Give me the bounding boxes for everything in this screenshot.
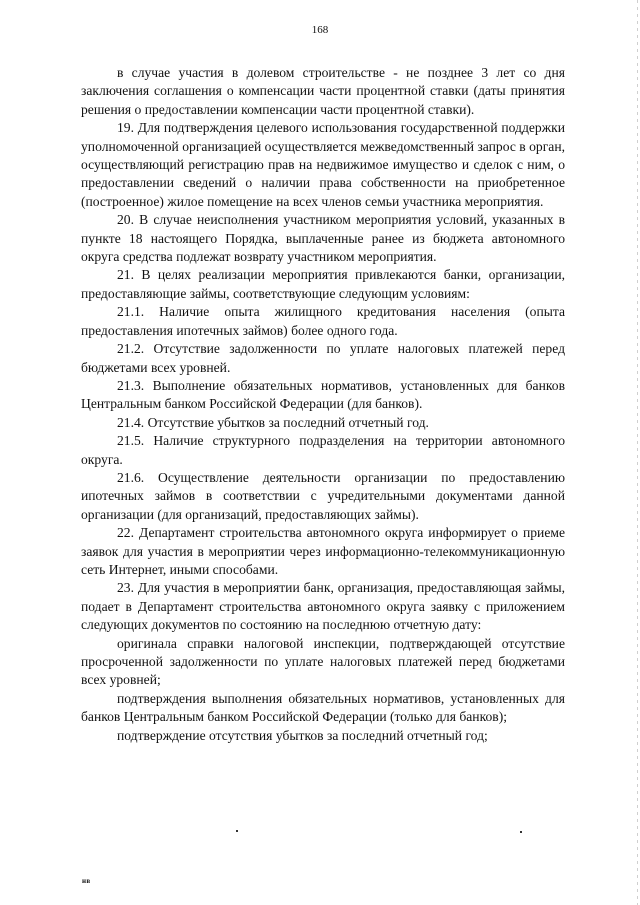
paragraph-21-6: 21.6. Осуществление деятельности организации по предоставлению ипотечных займов в соответствии с учредительными документами данной организации (для организаций, предоставляющих займы). [81, 469, 565, 522]
paragraph-21-1: 21.1. Наличие опыта жилищного кредитования населения (опыта предоставления ипотечных займов) более одного года. [81, 304, 565, 338]
paragraph-19: 19. Для подтверждения целевого использования государственной поддержки уполномоченной организацией осуществляется межведомственный запрос в орган, осуществляющий регистрацию прав на недвижимое имущество и сделок с ним, о предоставлении сведений о наличии права собственности на приобретенное (построенное) жилое помещение на всех членов семьи участника мероприятия. [81, 120, 565, 209]
list-item-tax-certificate: оригинала справки налоговой инспекции, подтверждающей отсутствие просроченной задолженности по уплате налоговых платежей перед бюджетами всех уровней; [81, 635, 565, 688]
list-item-no-losses: подтверждение отсутствия убытков за последний отчетный год; [117, 727, 488, 743]
scan-edge [637, 0, 638, 905]
paragraph-23: 23. Для участия в мероприятии банк, организация, предоставляющая займы, подает в Департамент строительства автономного округа заявку с приложением следующих документов по состоянию на последнюю отчетную дату: [81, 580, 565, 633]
paragraph-21-4: 21.4. Отсутствие убытков за последний отчетный год. [117, 414, 429, 430]
page-number: 168 [311, 24, 329, 36]
footer-code: нв [82, 877, 91, 885]
paragraph-20: 20. В случае неисполнения участником мероприятия условий, указанных в пункте 18 настоящего Порядка, выплаченные ранее из бюджета автономного округа средства подлежат возврату участником мероприятия. [81, 212, 565, 265]
scan-speck [236, 830, 238, 832]
paragraph-22: 22. Департамент строительства автономного округа информирует о приеме заявок для участия в мероприятии через информационно-телекоммуникационную сеть Интернет, иными способами. [81, 525, 565, 577]
paragraph-continuation: в случае участия в долевом строительстве - не позднее 3 лет со дня заключения соглашения о компенсации части процентной ставки (даты принятия решения о предоставлении компенсации части процентной ставки). [81, 65, 565, 117]
paragraph-21-3: 21.3. Выполнение обязательных нормативов, установленных для банков Центральным банком Российской Федерации (для банков). [81, 377, 565, 412]
paragraph-21: 21. В целях реализации мероприятия привлекаются банки, организации, предоставляющие займы, соответствующие следующим условиям: [81, 267, 565, 301]
scan-speck [520, 831, 522, 833]
list-item-norms-confirmation: подтверждения выполнения обязательных нормативов, установленных для банков Центральным банком Российской Федерации (только для банков); [81, 690, 565, 725]
paragraph-21-5: 21.5. Наличие структурного подразделения на территории автономного округа. [81, 433, 565, 467]
document-body [81, 64, 565, 745]
paragraph-21-2: 21.2. Отсутствие задолженности по уплате налоговых платежей перед бюджетами всех уровней. [81, 341, 565, 375]
